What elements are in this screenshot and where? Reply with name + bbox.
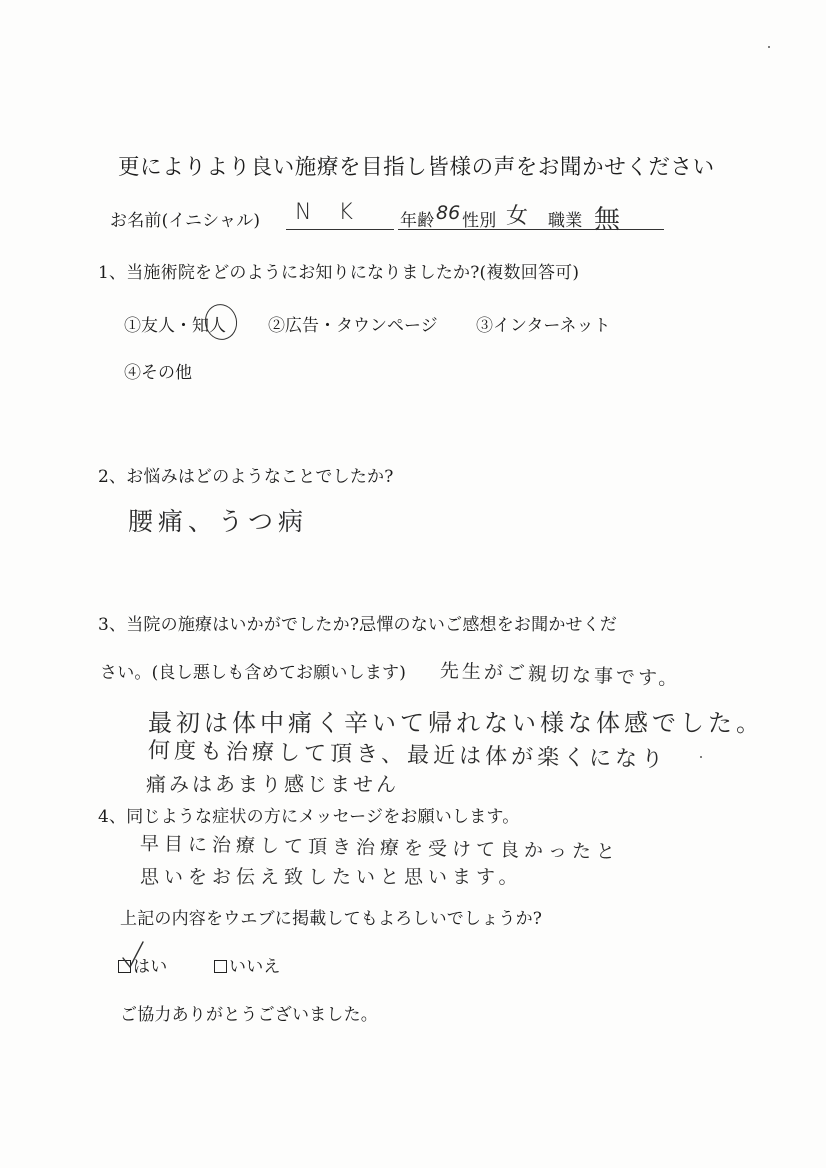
no-option — [214, 952, 281, 977]
gender-label: 性別 — [462, 211, 497, 231]
web-consent-question: 上記の内容をウエブに掲載してもよろしいでしょうか? — [120, 909, 543, 929]
answer-3-line-3: 痛みはあまり感じません — [146, 772, 399, 796]
no-checkbox — [214, 960, 227, 973]
check-mark-icon — [120, 940, 146, 970]
answer-4-line-1: 早目に治療して頂き治療を受けて良かったと — [139, 832, 621, 864]
question-2: 2、お悩みはどのようなことでしたか? — [98, 467, 394, 487]
age-value: 86 — [436, 202, 461, 224]
page-title: 更によりより良い施療を目指し皆様の声をお聞かせください — [118, 155, 715, 180]
answer-4-line-2: 思いをお伝え致したいと思います。 — [140, 866, 523, 888]
header-underline — [398, 229, 664, 230]
question-3-line-1: 3、当院の施療はいかがでしたか?忌憚のないご感想をお聞かせくだ — [98, 615, 618, 635]
job-value: 無 — [594, 205, 621, 235]
question-1: 1、当施術院をどのようにお知りになりましたか?(複数回答可) — [98, 263, 580, 283]
option-2: ②広告・タウンページ — [268, 316, 438, 336]
answer-3-line-1: 最初は体中痛く辛いて帰れない様な体感でした。 — [148, 709, 764, 737]
option-4: ④その他 — [124, 363, 192, 383]
scan-speck — [700, 756, 702, 758]
option-1: ①友人・知人 — [124, 316, 226, 336]
job-label: 職業 — [548, 211, 583, 231]
name-label: お名前(イニシャル) — [110, 211, 261, 231]
question-4: 4、同じような症状の方にメッセージをお願いします。 — [98, 807, 520, 827]
thanks-message: ご協力ありがとうございました。 — [120, 1005, 378, 1025]
answer-circle-mark — [202, 301, 241, 343]
gender-value: 女 — [506, 204, 529, 229]
name-underline — [286, 229, 394, 230]
yes-label: はい — [133, 957, 168, 977]
option-3: ③インターネット — [476, 316, 611, 336]
question-3-line-2: さい。(良し悪しも含めてお願いします) — [100, 663, 407, 683]
answer-3-inline: 先生がご親切な事です。 — [439, 659, 681, 691]
answer-2: 腰痛、うつ病 — [128, 507, 309, 536]
no-label: いいえ — [229, 957, 281, 977]
scan-speck — [768, 46, 770, 48]
age-label: 年齢 — [400, 211, 435, 231]
answer-3-line-2: 何度も治療して頂き、最近は体が楽くになり — [147, 738, 668, 773]
name-value: N K — [295, 200, 363, 225]
